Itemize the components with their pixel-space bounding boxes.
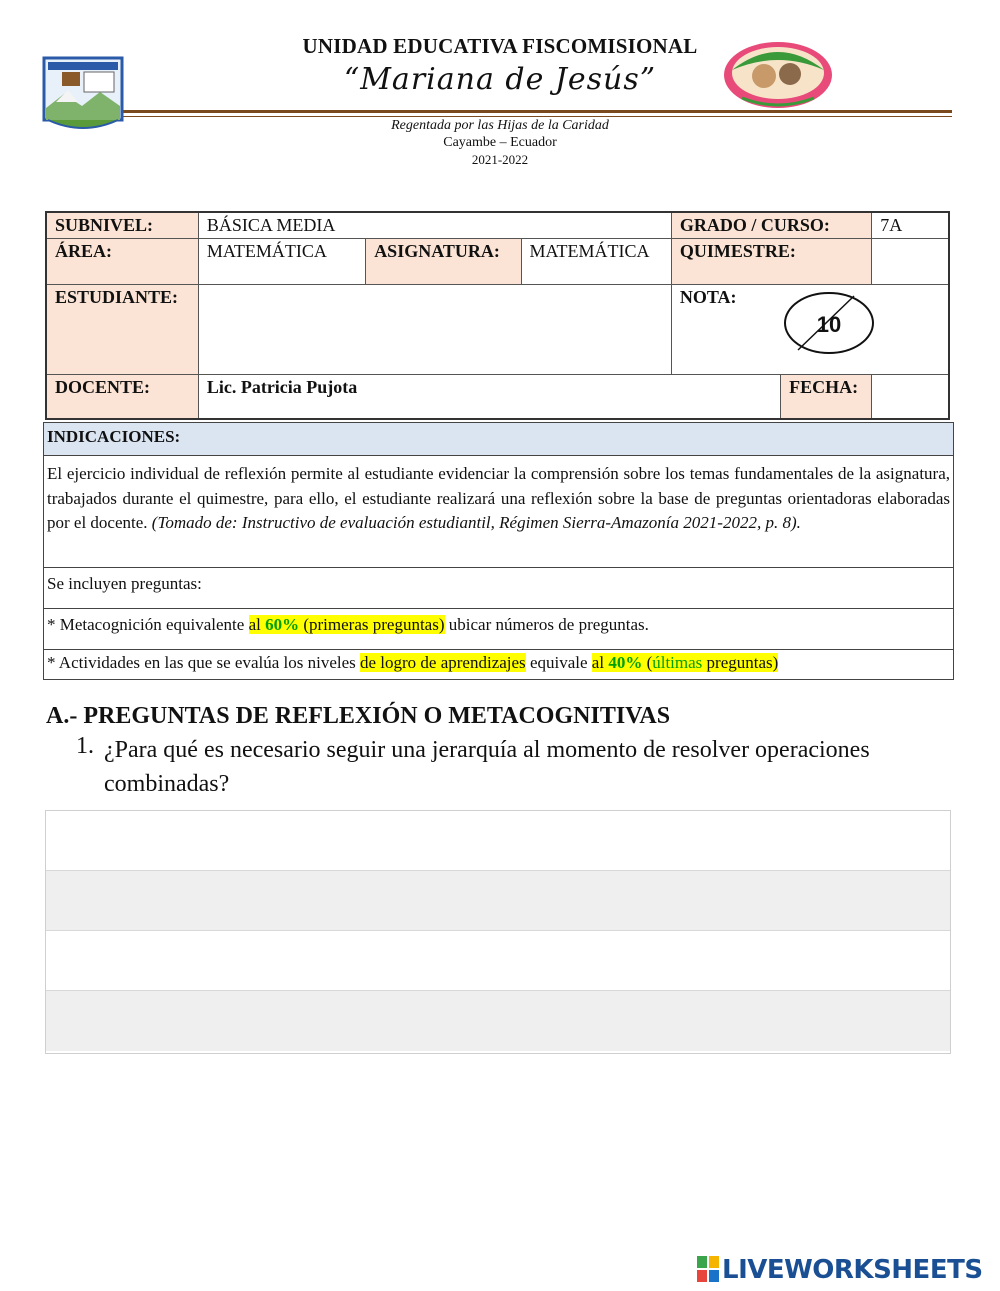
indicaciones-box bbox=[43, 422, 954, 680]
indicaciones-citation: (Tomado de: Instructivo de evaluación estudiantil, Régimen Sierra-Amazonía 2021-2022, p. 8). bbox=[151, 513, 801, 532]
section-title: A.- PREGUNTAS DE REFLEXIÓN O METACOGNITIVAS bbox=[46, 703, 671, 729]
docente-value: Lic. Patricia Pujota bbox=[198, 375, 780, 419]
school-crest-logo bbox=[42, 56, 124, 134]
grado-value[interactable]: 7A bbox=[872, 212, 949, 239]
liveworksheets-logo[interactable] bbox=[697, 1255, 983, 1285]
school-subtitle: Regentada por las Hijas de la Caridad bbox=[391, 118, 609, 133]
indicaciones-paragraph bbox=[44, 455, 953, 567]
docente-label: DOCENTE: bbox=[46, 375, 198, 419]
incluyen-row: Se incluyen preguntas: bbox=[44, 567, 953, 608]
header-rule bbox=[120, 110, 952, 113]
fecha-label: FECHA: bbox=[781, 375, 872, 419]
grade-circle[interactable] bbox=[784, 292, 874, 354]
asignatura-value: MATEMÁTICA bbox=[521, 239, 671, 285]
act-highlight-2 bbox=[592, 653, 779, 672]
answer-line[interactable] bbox=[46, 871, 950, 931]
nota-label: NOTA: bbox=[679, 287, 737, 307]
indicaciones-heading: INDICACIONES: bbox=[44, 423, 953, 455]
mission-logo bbox=[722, 40, 834, 110]
act-mid: equivale bbox=[525, 653, 592, 672]
fecha-value[interactable] bbox=[872, 375, 949, 419]
quimestre-value[interactable] bbox=[872, 239, 949, 285]
answer-line[interactable] bbox=[46, 811, 950, 871]
liveworksheets-text: LIVEWORKSHEETS bbox=[722, 1255, 983, 1285]
act-close: preguntas) bbox=[702, 653, 779, 672]
question-number: 1. bbox=[76, 733, 94, 759]
act-open: ( bbox=[642, 653, 653, 672]
grade-total: 10 bbox=[816, 312, 842, 337]
meta-prefix: * Metacognición equivalente bbox=[47, 615, 249, 634]
liveworksheets-icon bbox=[697, 1256, 719, 1282]
school-title: UNIDAD EDUCATIVA FISCOMISIONAL bbox=[302, 34, 698, 58]
subnivel-value: BÁSICA MEDIA bbox=[198, 212, 671, 239]
meta-hl-text: (primeras preguntas) bbox=[299, 615, 445, 634]
question-text: ¿Para qué es necesario seguir una jerarquía al momento de resolver operaciones combinadas? bbox=[104, 737, 870, 797]
header-rule-thin bbox=[120, 116, 952, 117]
act-prefix: * Actividades en las que se evalúa los niveles bbox=[47, 653, 360, 672]
subnivel-label: SUBNIVEL: bbox=[46, 212, 198, 239]
school-location: Cayambe – Ecuador bbox=[443, 135, 557, 150]
meta-highlight bbox=[249, 615, 445, 634]
act-ultimas: últimas bbox=[652, 653, 703, 672]
metacognicion-row bbox=[44, 608, 953, 649]
answer-line[interactable] bbox=[46, 931, 950, 991]
grado-label: GRADO / CURSO: bbox=[671, 212, 871, 239]
meta-percentage: 60% bbox=[265, 615, 300, 634]
actividades-row bbox=[44, 649, 953, 679]
estudiante-label: ESTUDIANTE: bbox=[46, 285, 198, 375]
indicaciones-text: El ejercicio individual de reflexión permite al estudiante evidenciar la comprensión sobre los temas fundamentales de la asignatura, trabajados durante el quimestre, para ello, el estudiante realizará una reflexión sobre la base de preguntas orientadoras elaboradas por el docente. bbox=[47, 464, 950, 532]
asignatura-label: ASIGNATURA: bbox=[366, 239, 521, 285]
school-name: “Mariana de Jesús” bbox=[343, 62, 657, 97]
meta-al: al bbox=[248, 615, 266, 634]
area-label: ÁREA: bbox=[46, 239, 198, 285]
school-year: 2021-2022 bbox=[471, 152, 529, 167]
answer-line[interactable] bbox=[46, 991, 950, 1051]
act-al: al bbox=[591, 653, 609, 672]
answer-area[interactable] bbox=[45, 810, 951, 1054]
act-highlight: de logro de aprendizajes bbox=[360, 653, 526, 672]
quimestre-label: QUIMESTRE: bbox=[671, 239, 871, 285]
area-value: MATEMÁTICA bbox=[198, 239, 365, 285]
meta-suffix: ubicar números de preguntas. bbox=[444, 615, 649, 634]
estudiante-field[interactable] bbox=[198, 285, 671, 375]
act-percentage: 40% bbox=[608, 653, 643, 672]
